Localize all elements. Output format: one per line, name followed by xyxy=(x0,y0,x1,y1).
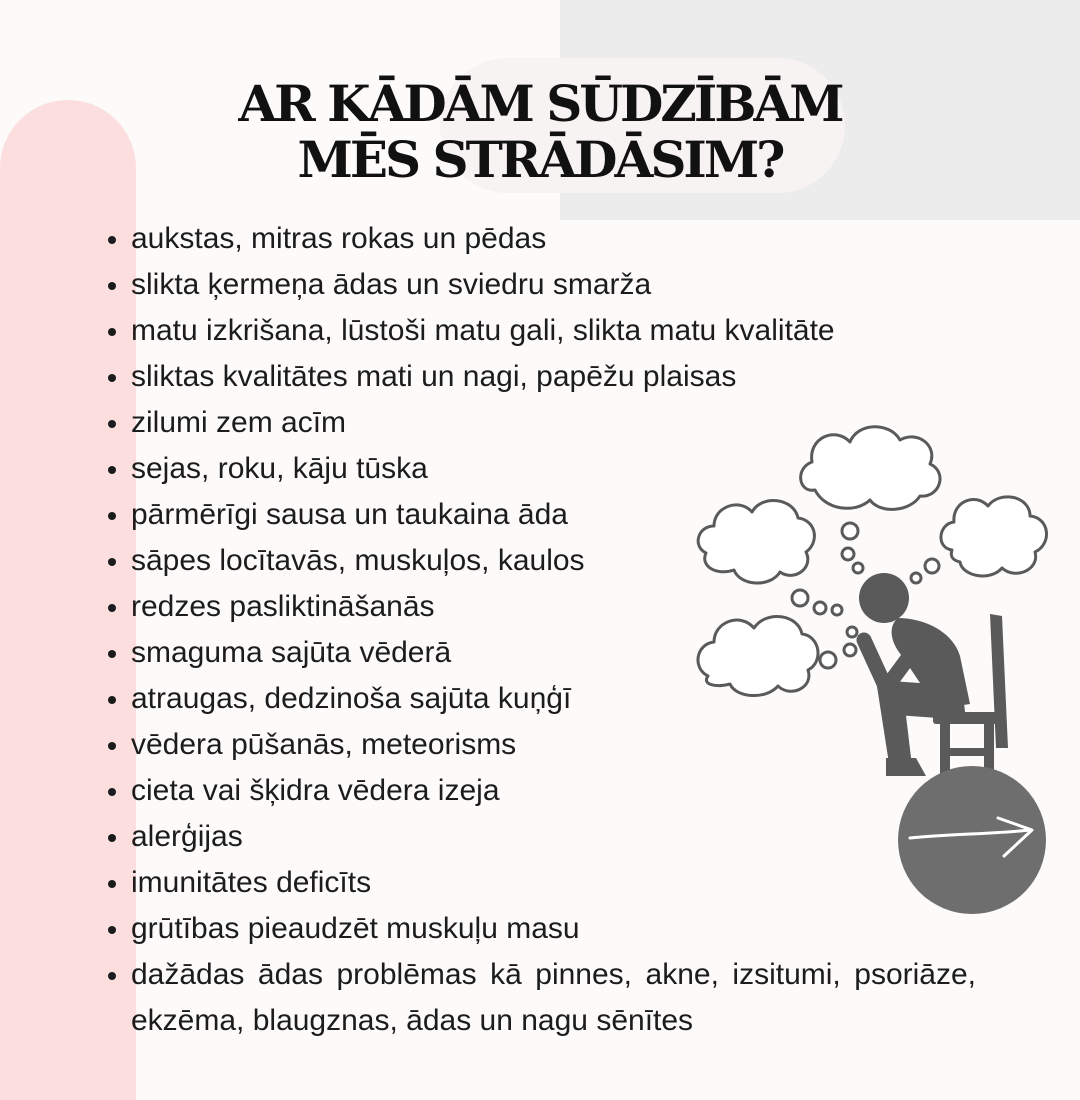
list-item: alerģijas xyxy=(104,814,976,860)
thought-cloud-icon xyxy=(698,617,818,696)
list-item: slikta ķermeņa ādas un sviedru smarža xyxy=(104,262,976,308)
list-item: sejas, roku, kāju tūska xyxy=(104,446,976,492)
next-button[interactable] xyxy=(898,766,1046,914)
list-item: atraugas, dedzinoša sajūta kuņģī xyxy=(104,676,976,722)
list-item: zilumi zem acīm xyxy=(104,400,976,446)
list-item: dažādas ādas problēmas kā pinnes, akne, izsitumi, psoriāze, ekzēma, blaugznas, ādas un nagu sēnītes xyxy=(104,952,976,1044)
thought-cloud-icon xyxy=(801,427,940,510)
thought-cloud-icon xyxy=(698,501,814,584)
list-item: imunitātes deficīts xyxy=(104,860,976,906)
list-item: sliktas kvalitātes mati un nagi, papēžu plaisas xyxy=(104,354,976,400)
list-item: grūtības pieaudzēt muskuļu masu xyxy=(104,906,976,952)
thought-cloud-icon xyxy=(941,497,1047,576)
page-title-line-1: AR KĀDĀM SŪDZĪBĀM xyxy=(238,74,842,133)
list-item: smaguma sajūta vēderā xyxy=(104,630,976,676)
list-item: pārmērīgi sausa un taukaina āda xyxy=(104,492,976,538)
arrow-right-icon xyxy=(898,766,1046,914)
thinking-person-icon xyxy=(690,418,1060,788)
list-item: vēdera pūšanās, meteorisms xyxy=(104,722,976,768)
list-item: redzes pasliktināšanās xyxy=(104,584,976,630)
list-item: matu izkrišana, lūstoši matu gali, slikta matu kvalitāte xyxy=(104,308,976,354)
list-item: sāpes locītavās, muskuļos, kaulos xyxy=(104,538,976,584)
page-title-line-2: MĒS STRĀDĀSIM? xyxy=(297,130,783,189)
page-title xyxy=(140,76,940,188)
list-item: aukstas, mitras rokas un pēdas xyxy=(104,216,976,262)
list-item: cieta vai šķidra vēdera izeja xyxy=(104,768,976,814)
